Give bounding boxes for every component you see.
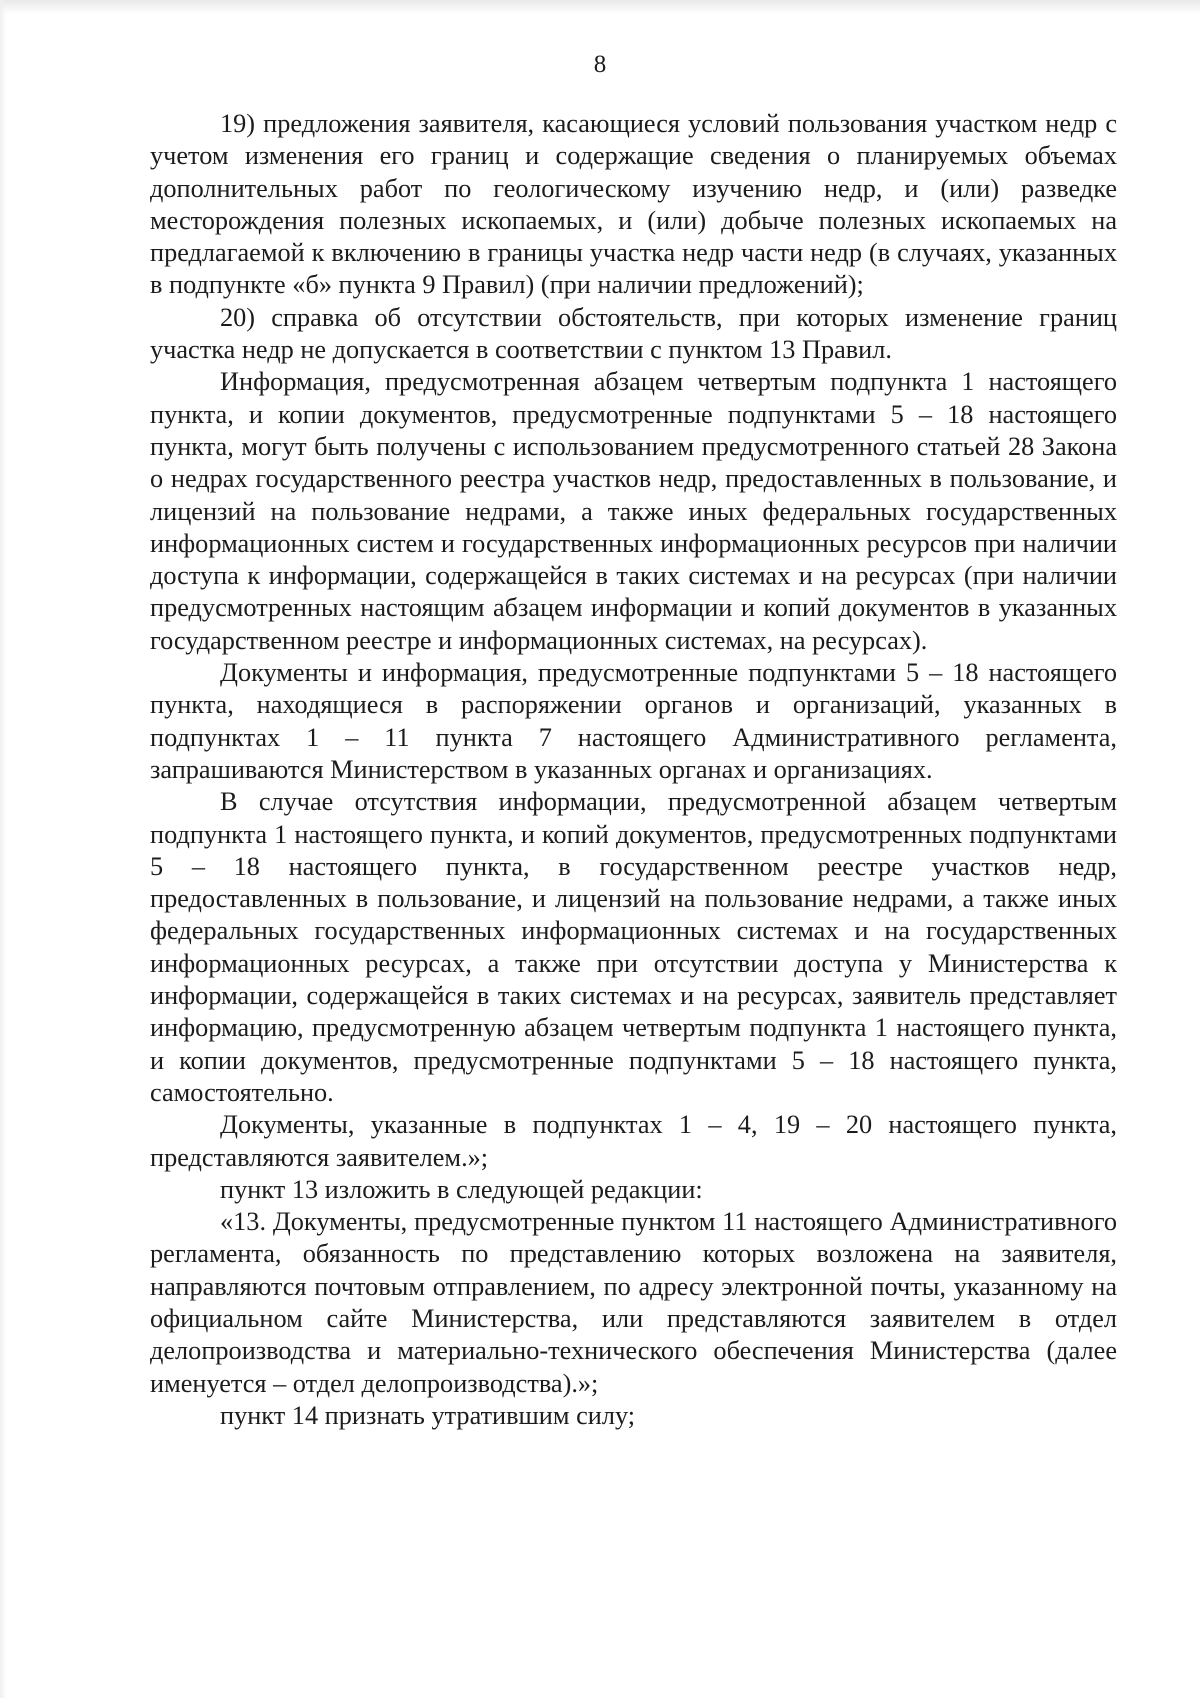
paragraph-information: Информация, предусмотренная абзацем четвертым подпункта 1 настоящего пункта, и копии документов, предусмотренные подпунктами 5 – 18 настоящего пункта, могут быть получены с использованием предусмотренного статьей 28 Закона о недрах государственного реестра участков недр, предоставленных в пользование, и лицензий на пользование недрами, а также иных федеральных государственных информационных систем и государственных информационных ресурсов при наличии доступа к информации, содержащейся в таких системах и на ресурсах (при наличии предусмотренных настоящим абзацем информации и копий документов в указанных государственном реестре и информационных системах, на ресурсах).	[150, 367, 1117, 655]
page-number: 8	[593, 51, 607, 78]
paragraph-item-13-text: «13. Документы, предусмотренные пунктом 11 настоящего Административного регламента, обязанность по представлению которых возложена на заявителя, направляются почтовым отправлением, по адресу электронной почты, указанному на официальном сайте Министерства, или представляются заявителем в отдел делопроизводства и материально-технического обеспечения Министерства (далее именуется – отдел делопроизводства).»;	[150, 1207, 1117, 1398]
paragraph-item-20: 20) справка об отсутствии обстоятельств, при которых изменение границ участка недр не допускается в соответствии с пунктом 13 Правил.	[150, 302, 1117, 365]
paragraph-item-13-intro: пункт 13 изложить в следующей редакции:	[220, 1174, 703, 1204]
paragraph-item-19: 19) предложения заявителя, касающиеся условий пользования участком недр с учетом изменения его границ и содержащие сведения о планируемых объемах дополнительных работ по геологическому изучению недр, и (или) разведке месторождения полезных ископаемых, и (или) добыче полезных ископаемых на предлагаемой к включению в границы участка недр части недр (в случаях, указанных в подпункте «б» пункта 9 Правил) (при наличии предложений);	[150, 109, 1117, 300]
paragraph-documents-requested: Документы и информация, предусмотренные подпунктами 5 – 18 настоящего пункта, находящиеся в распоряжении органов и организаций, указанных в подпунктах 1 – 11 пункта 7 настоящего Административного регламента, запрашиваются Министерством в указанных органах и организациях.	[150, 658, 1117, 784]
scan-left-edge	[0, 0, 6, 1698]
paragraph-item-14: пункт 14 признать утратившим силу;	[220, 1400, 636, 1430]
document-body	[150, 108, 1117, 1432]
paragraph-absence-case: В случае отсутствия информации, предусмотренной абзацем четвертым подпункта 1 настоящего пункта, и копий документов, предусмотренных подпунктами 5 – 18 настоящего пункта, в государственном реестре участков недр, предоставленных в пользование, и лицензий на пользование недрами, а также иных федеральных государственных информационных системах и на государственных информационных ресурсах, а также при отсутствии доступа у Министерства к информации, содержащейся в таких системах и на ресурсах, заявитель представляет информацию, предусмотренную абзацем четвертым подпункта 1 настоящего пункта, и копии документов, предусмотренные подпунктами 5 – 18 настоящего пункта, самостоятельно.	[150, 787, 1117, 1107]
paragraph-documents-by-applicant: Документы, указанные в подпунктах 1 – 4, 19 – 20 настоящего пункта, представляются заявителем.»;	[150, 1110, 1117, 1172]
scan-top-edge	[0, 0, 1200, 14]
